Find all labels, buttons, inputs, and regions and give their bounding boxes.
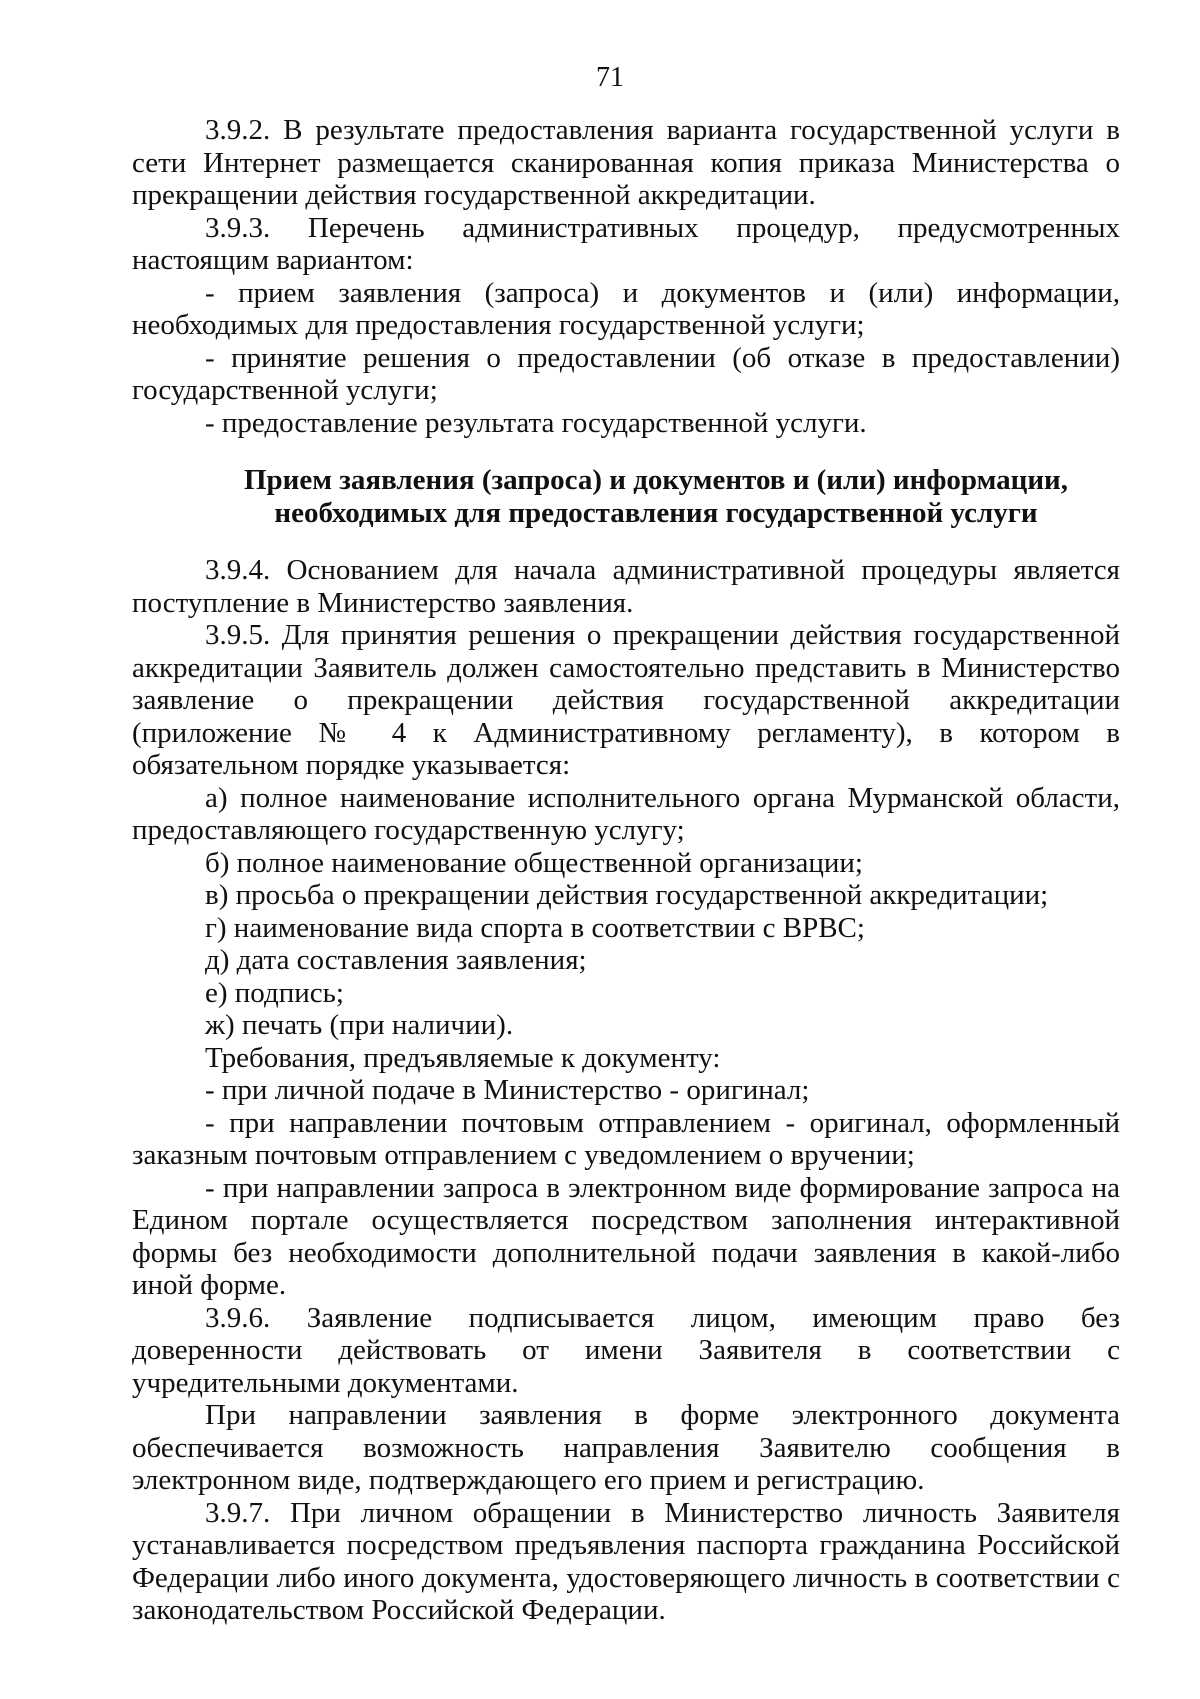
list-item: б) полное наименование общественной организации; [205, 846, 863, 879]
list-item: - принятие решения о предоставлении (об отказе в предоставлении) государственной услуги; [132, 341, 1120, 406]
list-item: - при направлении запроса в электронном виде формирование запроса на Едином портале осуществляется посредством заполнения интерактивной формы без необходимости дополнительной подачи заявления в какой-либо иной форме. [132, 1171, 1120, 1301]
list-item: е) подпись; [205, 976, 344, 1009]
list-item: г) наименование вида спорта в соответствии с ВРВС; [205, 911, 865, 944]
paragraph-3-9-6: 3.9.6. Заявление подписывается лицом, имеющим право без доверенности действовать от имени Заявителя в соответствии с учредительными документами. [132, 1301, 1120, 1399]
list-item: - при направлении почтовым отправлением - оригинал, оформленный заказным почтовым отправлением с уведомлением о вручении; [132, 1106, 1120, 1171]
paragraph-3-9-5: 3.9.5. Для принятия решения о прекращении действия государственной аккредитации Заявитель должен самостоятельно представить в Министерство заявление о прекращении действия государственной аккредитации (приложение № 4 к Административному регламенту), в котором в обязательном порядке указывается: [132, 619, 1120, 781]
paragraph-3-9-7: 3.9.7. При личном обращении в Министерство личность Заявителя устанавливается посредством предъявления паспорта гражданина Российской Федерации либо иного документа, удостоверяющего личность в соответствии с законодательством Российской Федерации. [132, 1496, 1120, 1626]
requirements-intro: Требования, предъявляемые к документу: [205, 1041, 721, 1074]
page-number: 71 [596, 62, 624, 93]
paragraph-electronic-submission: При направлении заявления в форме электронного документа обеспечивается возможность направления Заявителю сообщения в электронном виде, подтверждающего его прием и регистрацию. [132, 1399, 1120, 1496]
list-item: - при личной подаче в Министерство - оригинал; [205, 1074, 810, 1106]
document-body [132, 114, 1120, 1627]
list-item: д) дата составления заявления; [205, 944, 587, 976]
list-item: а) полное наименование исполнительного органа Мурманской области, предоставляющего государственную услугу; [132, 781, 1120, 846]
paragraph-3-9-4: 3.9.4. Основанием для начала административной процедуры является поступление в Министерство заявления. [132, 554, 1120, 619]
paragraph-3-9-3: 3.9.3. Перечень административных процедур, предусмотренных настоящим вариантом: [132, 211, 1120, 276]
section-heading-line-1: Прием заявления (запроса) и документов и (или) информации, [243, 464, 1069, 496]
list-item: ж) печать (при наличии). [205, 1009, 514, 1041]
list-item: - предоставление результата государственной услуги. [205, 406, 867, 439]
paragraph-3-9-2: 3.9.2. В результате предоставления варианта государственной услуги в сети Интернет размещается сканированная копия приказа Министерства о прекращении действия государственной аккредитации. [132, 114, 1120, 211]
section-heading-line-2: необходимых для предоставления государственной услуги [274, 497, 1038, 529]
list-item: в) просьба о прекращении действия государственной аккредитации; [205, 879, 1049, 911]
list-item: - прием заявления (запроса) и документов и (или) информации, необходимых для предоставления государственной услуги; [132, 276, 1120, 341]
section-heading [132, 464, 1120, 530]
